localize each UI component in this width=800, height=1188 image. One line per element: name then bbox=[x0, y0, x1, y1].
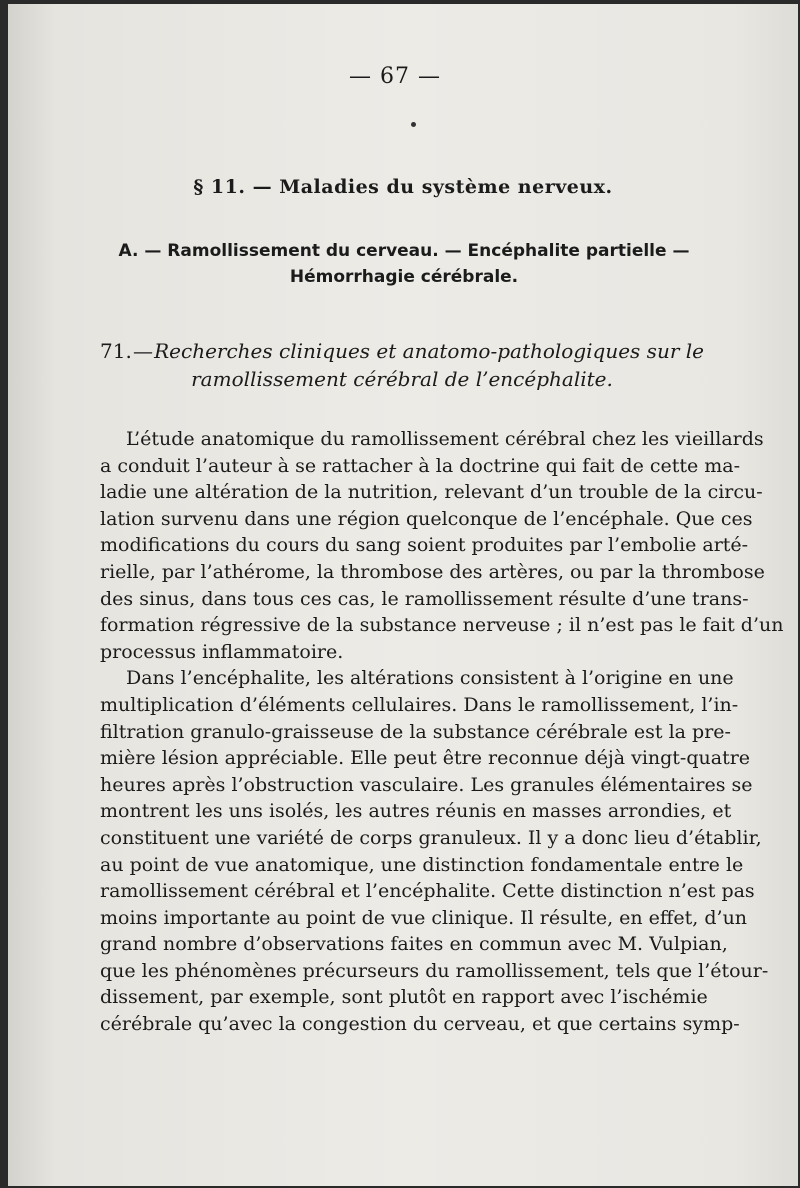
entry-heading bbox=[100, 337, 704, 393]
book-page bbox=[8, 4, 798, 1186]
text-line: au point de vue anatomique, une distinction fondamentale entre le bbox=[100, 853, 744, 876]
text-line: montrent les uns isolés, les autres réunis en masses arrondies, et bbox=[100, 800, 732, 823]
paragraph-1 bbox=[100, 426, 784, 665]
page-number: — 67 — bbox=[349, 64, 441, 89]
entry-number: 71. bbox=[100, 339, 132, 363]
text-line: L’étude anatomique du ramollissement cérébral chez les vieillards bbox=[126, 428, 764, 450]
subsection-line-2: Hémorrhagie cérébrale. bbox=[289, 267, 519, 287]
ink-dot bbox=[411, 122, 416, 127]
text-line: dissement, par exemple, sont plutôt en rapport avec l’ischémie bbox=[100, 986, 708, 1009]
text-line: que les phénomènes précurseurs du ramollissement, tels que l’étour- bbox=[100, 959, 769, 982]
text-line: lation survenu dans une région quelconque de l’encéphale. Que ces bbox=[100, 507, 753, 530]
body-text bbox=[100, 426, 784, 1038]
text-line: constituent une variété de corps granuleux. Il y a donc lieu d’établir, bbox=[100, 826, 762, 849]
text-line: filtration granulo-graisseuse de la substance cérébrale est la pre- bbox=[100, 720, 731, 743]
entry-title-line-2: ramollissement cérébral de l’encéphalite. bbox=[191, 367, 613, 391]
entry-title-line-1 bbox=[100, 337, 704, 365]
text-line: a conduit l’auteur à se rattacher à la doctrine qui fait de cette ma- bbox=[100, 454, 741, 477]
text-line: processus inflammatoire. bbox=[100, 640, 344, 663]
text-line: modifications du cours du sang soient produites par l’embolie arté- bbox=[100, 534, 749, 557]
section-heading: § 11. — Maladies du système nerveux. bbox=[193, 176, 613, 198]
text-line: ramollissement cérébral et l’encéphalite. Cette distinction n’est pas bbox=[100, 880, 755, 903]
text-line: heures après l’obstruction vasculaire. Les granules élémentaires se bbox=[100, 773, 753, 796]
text-line: moins importante au point de vue clinique. Il résulte, en effet, d’un bbox=[100, 906, 748, 929]
text-line: grand nombre d’observations faites en commun avec M. Vulpian, bbox=[100, 933, 728, 956]
paragraph-2 bbox=[100, 665, 769, 1037]
subsection-heading bbox=[114, 238, 694, 290]
text-line: mière lésion appréciable. Elle peut être reconnue déjà vingt-quatre bbox=[100, 747, 751, 770]
text-line: multiplication d’éléments cellulaires. Dans le ramollissement, l’in- bbox=[100, 693, 739, 716]
subsection-line-1: A. — Ramollissement du cerveau. — Encéphalite partielle — bbox=[118, 241, 690, 261]
text-line: des sinus, dans tous ces cas, le ramollissement résulte d’une trans- bbox=[100, 587, 749, 610]
text-line: rielle, par l’athérome, la thrombose des artères, ou par la thrombose bbox=[100, 560, 765, 583]
entry-dash: — bbox=[132, 339, 153, 363]
text-line: ladie une altération de la nutrition, relevant d’un trouble de la circu- bbox=[100, 481, 763, 504]
text-line: Dans l’encéphalite, les altérations consistent à l’origine en une bbox=[126, 667, 734, 690]
entry-title-part-1: Recherches cliniques et anatomo-pathologiques sur le bbox=[154, 339, 704, 363]
text-line: formation régressive de la substance nerveuse ; il n’est pas le fait d’un bbox=[100, 614, 784, 637]
text-line: cérébrale qu’avec la congestion du cerveau, et que certains symp- bbox=[100, 1013, 740, 1036]
